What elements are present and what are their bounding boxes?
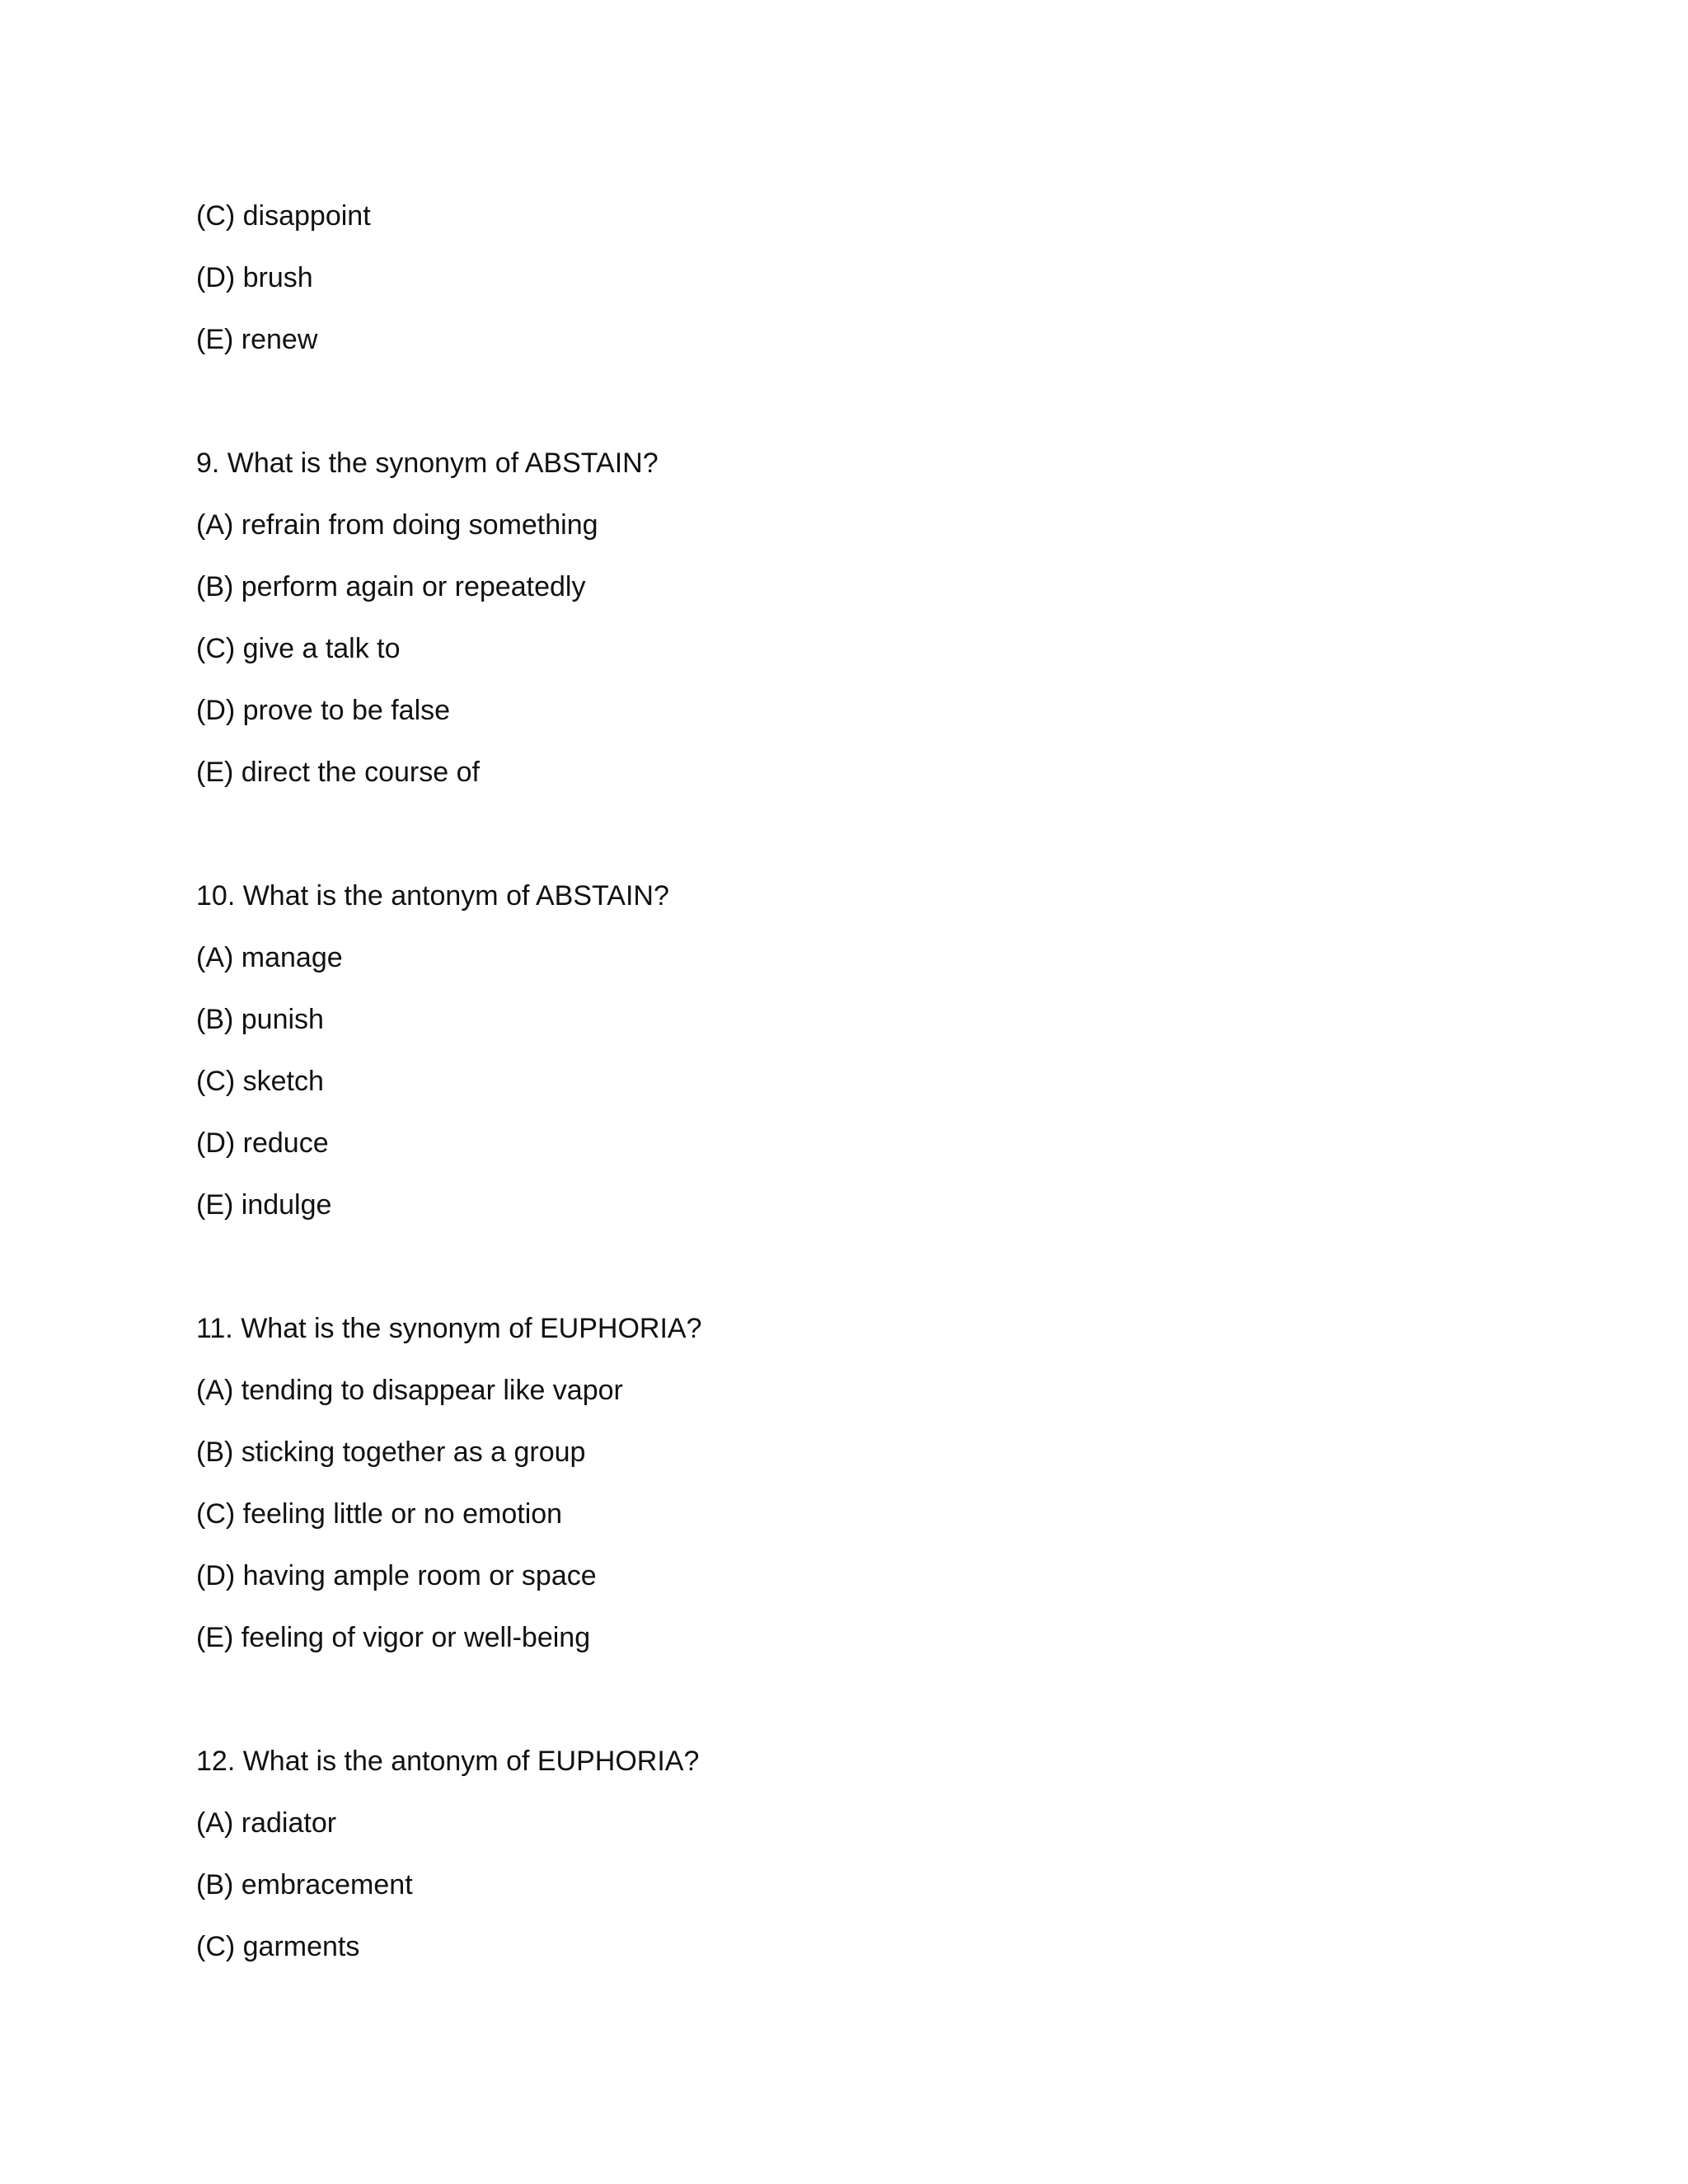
quiz-content: [196, 196, 1482, 1989]
question-11-option-d: (D) having ample room or space: [196, 1560, 597, 1591]
question-9-option-a: (A) refrain from doing something: [196, 509, 598, 541]
question-10-option-d: (D) reduce: [196, 1127, 329, 1159]
question-10: 10. What is the antonym of ABSTAIN?: [196, 880, 669, 912]
question-9: 9. What is the synonym of ABSTAIN?: [196, 448, 659, 479]
question-11-option-e: (E) feeling of vigor or well-being: [196, 1622, 591, 1653]
spacer: [196, 1247, 1482, 1309]
option-e-renew: (E) renew: [196, 324, 318, 355]
question-12-option-c: (C) garments: [196, 1931, 360, 1962]
question-11-option-b: (B) sticking together as a group: [196, 1436, 586, 1468]
spacer: [196, 1680, 1482, 1741]
question-11: 11. What is the synonym of EUPHORIA?: [196, 1313, 702, 1344]
question-10-option-a: (A) manage: [196, 942, 343, 973]
question-12-option-a: (A) radiator: [196, 1807, 337, 1839]
question-9-option-c: (C) give a talk to: [196, 633, 401, 664]
question-10-option-b: (B) punish: [196, 1004, 324, 1035]
question-12: 12. What is the antonym of EUPHORIA?: [196, 1746, 700, 1777]
question-11-option-c: (C) feeling little or no emotion: [196, 1498, 563, 1530]
question-10-option-e: (E) indulge: [196, 1189, 332, 1221]
question-9-option-d: (D) prove to be false: [196, 695, 451, 726]
question-10-option-c: (C) sketch: [196, 1066, 324, 1097]
spacer: [196, 382, 1482, 443]
option-c-disappoint: (C) disappoint: [196, 200, 371, 232]
question-9-option-e: (E) direct the course of: [196, 757, 480, 788]
spacer: [196, 814, 1482, 876]
option-d-brush: (D) brush: [196, 262, 313, 293]
question-11-option-a: (A) tending to disappear like vapor: [196, 1375, 623, 1406]
question-9-option-b: (B) perform again or repeatedly: [196, 571, 586, 602]
question-12-option-b: (B) embracement: [196, 1869, 413, 1900]
